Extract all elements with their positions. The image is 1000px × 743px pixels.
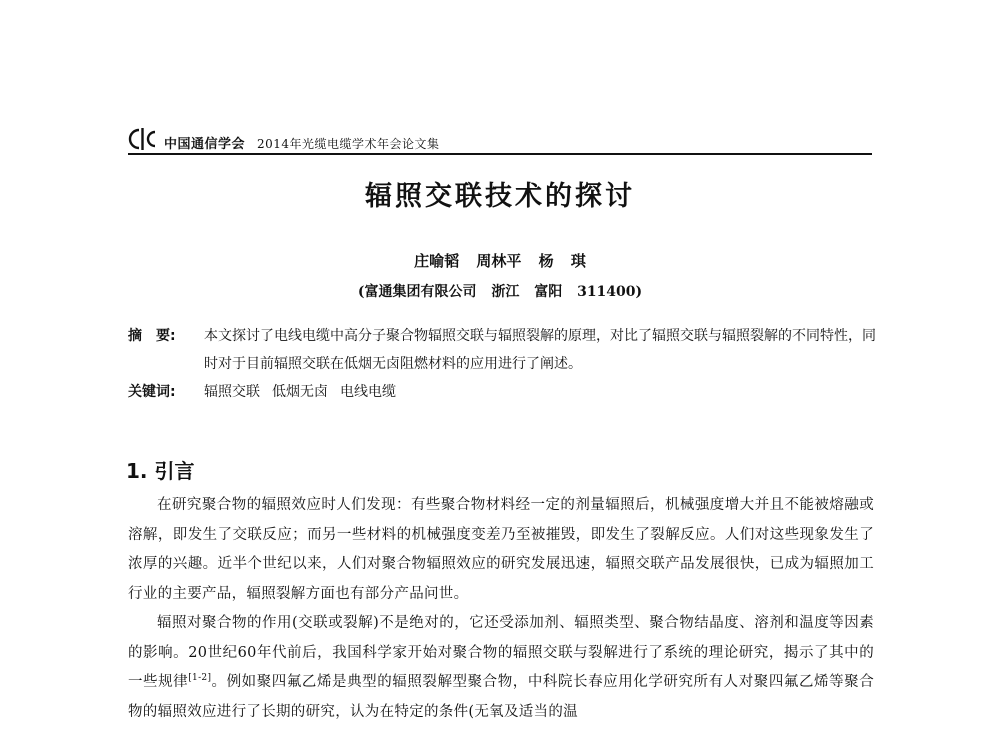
section-body <box>128 491 874 727</box>
keywords-list <box>204 378 396 406</box>
paragraph: 在研究聚合物的辐照效应时人们发现：有些聚合物材料经一定的剂量辐照后，机械强度增大并且不能被熔融或溶解，即发生了交联反应；而另一些材料的机械强度变差乃至被摧毁，即发生了裂解反应。人们对这些现象发生了浓厚的兴趣。近半个世纪以来，人们对聚合物辐照效应的研究发展迅速，辐照交联产品发展很快，已成为辐照加工行业的主要产品，辐照裂解方面也有部分产品问世。 <box>128 497 874 602</box>
paper-authors: 庄喻韬 周林平 杨 琪 <box>414 252 586 270</box>
proceedings-title: 2014年光缆电缆学术年会论文集 <box>257 137 440 151</box>
society-logo <box>128 126 158 152</box>
paragraph-text: 辐照对聚合物的作用(交联或裂解)不是绝对的，它还受添加剂、辐照类型、聚合物结晶度、溶剂和温度等因素的影响。20世纪60年代前后，我国科学家开始对聚合物的辐照交联与裂解进行了系统的理论研究，揭示了其中的一些规律 <box>128 615 874 690</box>
citation-ref[interactable]: [1-2] <box>188 673 212 684</box>
keywords-row <box>128 378 876 406</box>
keyword: 电线电缆 <box>340 384 396 400</box>
society-name: 中国通信学会 <box>164 137 246 152</box>
keyword: 辐照交联 <box>204 384 260 400</box>
abstract-block <box>128 322 876 406</box>
paragraph-text: 。例如聚四氟乙烯是典型的辐照裂解型聚合物，中科院长春应用化学研究所有人对聚四氟乙烯等聚合物的辐照效应进行了长期的研究，认为在特定的条件(无氧及适当的温 <box>128 674 874 720</box>
paper-affiliation: (富通集团有限公司 浙江 富阳 311400) <box>357 284 643 300</box>
keywords-label: 关键词: <box>128 384 176 400</box>
keyword: 低烟无卤 <box>272 384 328 400</box>
paper-title: 辐照交联技术的探讨 <box>365 181 635 212</box>
running-header <box>128 120 872 152</box>
abstract-row <box>128 322 876 378</box>
header-rule <box>128 153 872 155</box>
section-heading: 1. 引言 <box>126 459 195 483</box>
paragraph <box>128 609 874 727</box>
abstract-text: 本文探讨了电线电缆中高分子聚合物辐照交联与辐照裂解的原理，对比了辐照交联与辐照裂解的不同特性，同时对于目前辐照交联在低烟无卤阻燃材料的应用进行了阐述。 <box>204 328 876 372</box>
abstract-label: 摘 要: <box>128 328 176 344</box>
